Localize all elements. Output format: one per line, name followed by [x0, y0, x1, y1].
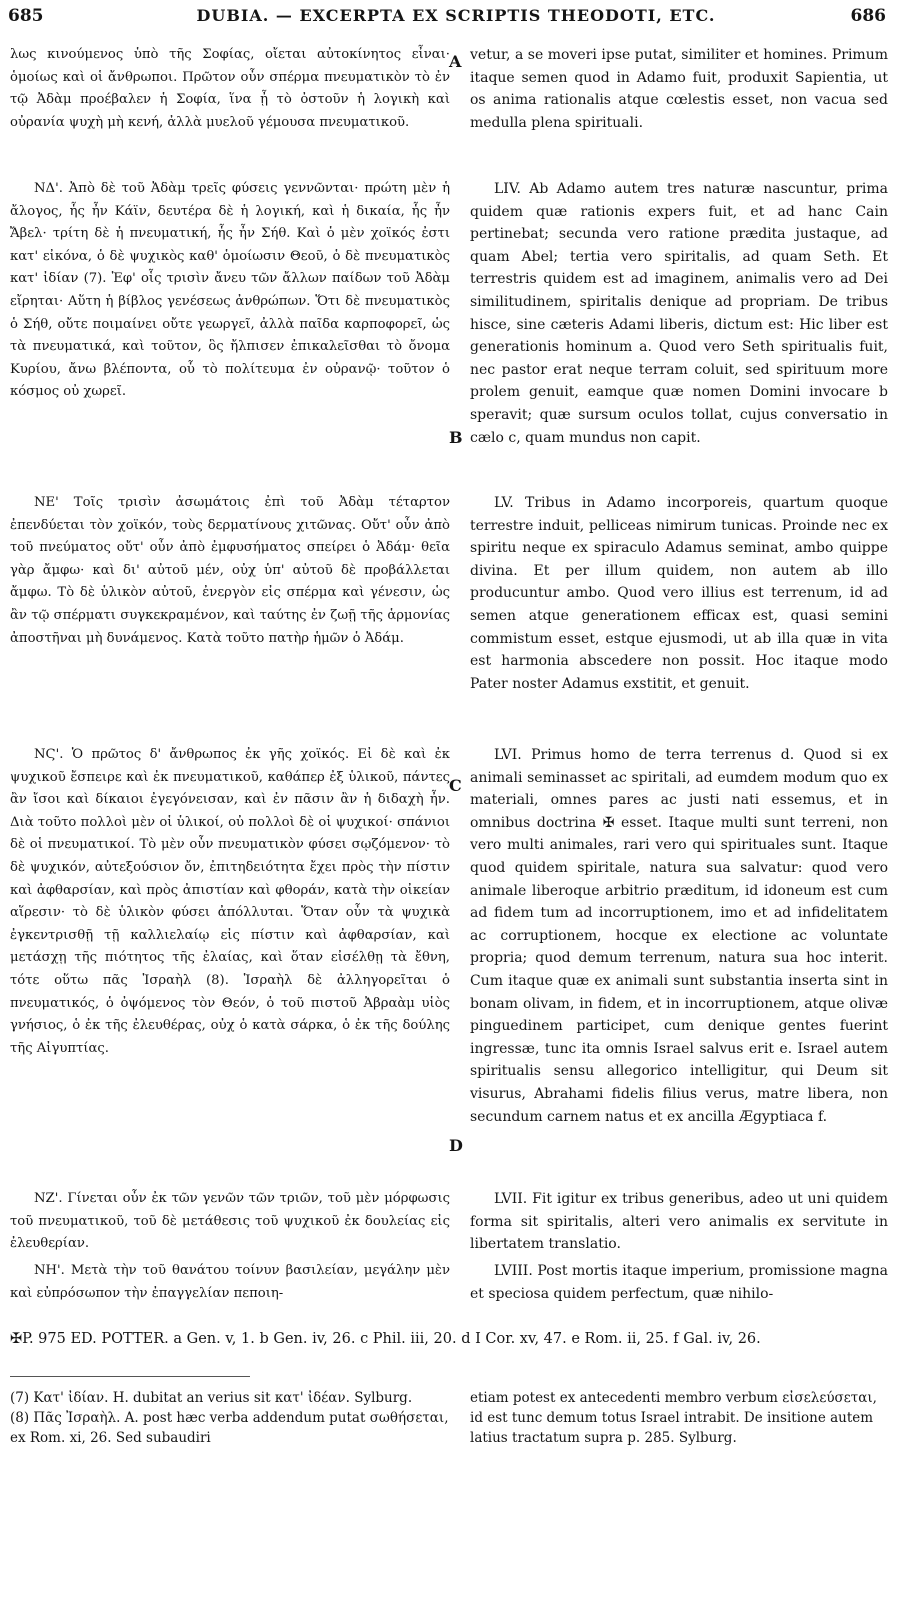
latin-para-58: LVIII. Post mortis itaque imperium, promissione magna et speciosa quidem perfectum, quæ nihilo- — [470, 1263, 888, 1302]
margin-letter-b: B — [449, 428, 463, 447]
footnote-8: (8) Πᾶς Ἰσραὴλ. A. post hæc verba addendum putat σωθήσεται, ex Rom. xi, 26. Sed subaudiri — [10, 1410, 449, 1446]
greek-para-55: ΝΕ' Τοῖς τρισὶν ἀσωμάτοις ἐπὶ τοῦ Ἀδὰμ τέταρτον ἐπενδύεται τὸν χοϊκόν, τοὺς δερματίνους χιτῶνας. Οὔτ' οὖν ἀπὸ τοῦ πνεύματος οὔτ' οὖν ἀπὸ ἐμφυσήματος σπείρει ὁ Ἀδάμ· θεῖα γὰρ ἄμφω· καὶ δι' αὐτοῦ μέν, οὐχ ὑπ' αὐτοῦ δὲ προβάλλεται ἄμφω. Τὸ δὲ ὑλικὸν αὐτοῦ, ἐνεργὸν εἰς σπέρμα καὶ γένεσιν, ὡς ἂν τῷ σπέρματι συγκεκραμένον, καὶ ταύτης ἐν ζωῇ τῆς ἁρμονίας ἀποστῆναι μὴ δυνάμενος. Κατὰ τοῦτο πατὴρ ἡμῶν ὁ Ἀδάμ. — [10, 495, 450, 646]
greek-para-56: ΝϚ'. Ὁ πρῶτος δ' ἄνθρωπος ἐκ γῆς χοϊκός. Εἰ δὲ καὶ ἐκ ψυχικοῦ ἔσπειρε καὶ ἐκ πνευματικοῦ, καθάπερ ἐξ ὑλικοῦ, πάντες ἂν ἴσοι καὶ δίκαιοι ἐγεγόνεισαν, καὶ ἐν πᾶσιν ἂν ἡ διδαχὴ ἦν. Διὰ τοῦτο πολλοὶ μὲν οἱ ὑλικοί, οὐ πολλοὶ δὲ οἱ ψυχικοί· σπάνιοι δὲ οἱ πνευματικοί. Τὸ μὲν οὖν πνευματικὸν φύσει σῳζόμενον· τὸ δὲ ψυχικόν, αὐτεξούσιον ὄν, ἐπιτηδειότητα ἔχει πρὸς τὴν πίστιν καὶ ἀφθαρσίαν, καὶ πρὸς ἀπιστίαν καὶ φθοράν, κατὰ τὴν οἰκείαν αἵρεσιν· τὸ δὲ ὑλικὸν φύσει ἀπόλλυται. Ὅταν οὖν τὰ ψυχικὰ ἐγκεντρισθῇ τῇ καλλιελαίῳ εἰς πίστιν καὶ ἀφθαρσίαν, καὶ μετάσχῃ τῆς πιότητος τῆς ἐλαίας, καὶ ὅταν εἰσέλθῃ τὰ ἔθνη, τότε οὕτω πᾶς Ἰσραὴλ (8). Ἰσραὴλ δὲ ἀλληγορεῖται ὁ πνευματικός, ὁ ὀψόμενος τὸν Θεόν, ὁ τοῦ πιστοῦ Ἀβραὰμ υἱὸς γνήσιος, ὁ ἐκ τῆς ἐλευθέρας, οὐχ ὁ κατὰ σάρκα, ὁ ἐκ τῆς δούλης τῆς Αἰγυπτίας. — [10, 747, 450, 1056]
margin-letter-c: C — [449, 776, 462, 795]
greek-para-54: ΝΔ'. Ἀπὸ δὲ τοῦ Ἀδὰμ τρεῖς φύσεις γεννῶνται· πρώτη μὲν ἡ ἄλογος, ἧς ἦν Κάϊν, δευτέρα δὲ ἡ λογική, καὶ ἡ δικαία, ἧς ἦν Ἄβελ· τρίτη δὲ ἡ πνευματική, ἧς ἦν Σήθ. Καὶ ὁ μὲν χοϊκός ἐστι κατ' εἰκόνα, ὁ δὲ ψυχικὸς καθ' ὁμοίωσιν Θεοῦ, ὁ δὲ πνευματικὸς κατ' ἰδίαν (7). Ἐφ' οἷς τρισὶν ἄνευ τῶν ἄλλων παίδων τοῦ Ἀδὰμ εἴρηται· Αὕτη ἡ βίβλος γενέσεως ἀνθρώπων. Ὅτι δὲ πνευματικὸς ὁ Σήθ, οὔτε ποιμαίνει οὔτε γεωργεῖ, ἀλλὰ παῖδα καρποφορεῖ, ὡς τὰ πνευματικά, καὶ τοῦτον, ὃς ἤλπισεν ἐπικαλεῖσθαι τὸ ὄνομα Κυρίου, ἄνω βλέποντα, οὗ τὸ πολίτευμα ἐν οὐρανῷ· τοῦτον ὁ κόσμος οὐ χωρεῖ. — [10, 181, 450, 400]
latin-para-57: LVII. Fit igitur ex tribus generibus, adeo ut uni quidem forma sit spiritalis, alteri vero animalis ex servitute in libertatem translatio. — [470, 1191, 888, 1253]
page-number-right: 686 — [850, 6, 886, 26]
footnote-8-cont: etiam potest ex antecedenti membro verbum εἰσελεύσεται, id est tunc demum totus Israel intrabit. De insitione autem latius tractatum supra p. 285. Sylburg. — [470, 1390, 877, 1446]
latin-para-intro: vetur, a se moveri ipse putat, similiter et homines. Primum itaque semen quod in Adamo fuit, produxit Sapientia, ut os anima rationalis atque cœlestis esset, non vacua sed medulla plena spirituali. — [470, 47, 888, 131]
footnote-7: (7) Κατ' ἰδίαν. H. dubitat an verius sit κατ' ἰδέαν. Sylburg. — [10, 1390, 413, 1406]
running-title: DUBIA. — EXCERPTA EX SCRIPTIS THEODOTI, ETC. — [196, 6, 716, 25]
page-number-left: 685 — [8, 6, 44, 26]
scripture-references: ✠P. 975 ED. POTTER. a Gen. v, 1. b Gen. iv, 26. c Phil. iii, 20. d I Cor. xv, 47. e Rom. ii, 25. f Gal. iv, 26. — [10, 1331, 761, 1347]
latin-para-54: LIV. Ab Adamo autem tres naturæ nascuntur, prima quidem quæ rationis expers fuit, et ad hanc Cain pertinebat; secunda vero ratione prædita justaque, ad quam Abel; tertia vero spiritalis, ad quam Seth. Et terrestris quidem est ad imaginem, animalis vero ad Dei similitudinem, spiritalis denique ad propriam. De tribus hisce, sine cæteris Adami liberis, dictum est: Hic liber est generationis hominum a. Quod vero Seth spiritualis fuit, nec pastor erat neque terram coluit, sed spirituum more prolem genuit, eamque quæ nomen Domini invocare b speravit; quæ sursum oculos tollat, cujus conversatio in cælo c, quam mundus non capit. — [470, 181, 888, 446]
greek-para-58: ΝΗ'. Μετὰ τὴν τοῦ θανάτου τοίνυν βασιλείαν, μεγάλην μὲν καὶ εὐπρόσωπον τὴν ἐπαγγελίαν πεποιη- — [10, 1263, 450, 1301]
footnote-rule — [10, 1376, 250, 1377]
footnotes-right — [470, 1388, 888, 1448]
footnotes-left — [10, 1388, 450, 1448]
greek-para-intro: λως κινούμενος ὑπὸ τῆς Σοφίας, οἴεται αὐτοκίνητος εἶναι· ὁμοίως καὶ οἱ ἄνθρωποι. Πρῶτον οὖν σπέρμα πνευματικὸν τὸ ἐν τῷ Ἀδὰμ προέβαλεν ἡ Σοφία, ἵνα ᾖ τὸ ὀστοῦν ἡ λογικὴ καὶ οὐρανία ψυχὴ μὴ κενή, ἀλλὰ μυελοῦ γέμουσα πνευματικοῦ. — [10, 47, 450, 130]
latin-para-55: LV. Tribus in Adamo incorporeis, quartum quoque terrestre induit, pelliceas nimirum tunicas. Proinde nec ex spiritu neque ex spiraculo Adamus seminat, ambo quippe divina. Et per illum quidem, non autem ab illo producuntur ambo. Quod vero illius est terrenum, id ad semen atque generationem efficax est, quasi semini commistum esset, estque ejusmodi, ut ab illa quæ in vita est harmonia abscedere non possit. Hoc itaque modo Pater noster Adamus exstitit, et genuit. — [470, 495, 888, 692]
latin-para-56: LVI. Primus homo de terra terrenus d. Quod si ex animali seminasset ac spiritali, ad eumdem modum quo ex materiali, omnes pares ac justi nati essemus, et in omnibus doctrina ✠ esset. Itaque multi sunt terreni, non vero multi animales, rari vero qui spirituales sunt. Itaque quod quidem spiritale, natura sua salvatur: quod vero animale liberoque arbitrio præditum, id idoneum est cum ad fidem tum ad incorruptionem, imo et ad infidelitatem ac corruptionem, hocque ex electione ac voluntate propria; quod demum terrenum, natura sua hoc interit. Cum itaque quæ ex animali sunt substantia inserta sint in bonam olivam, in fidem, et in incorruptionem, atque olivæ pinguedinem participet, cum denique gentes fuerint ingressæ, tunc ita omnis Israel salvus erit e. Israel autem spiritualis sensu allegorico intelligitur, qui Deum sit visurus, Abrahami fidelis filius verus, matre libera, non secundum carnem natus et ex ancilla Ægyptiaca f. — [470, 747, 888, 1125]
margin-letter-d: D — [449, 1136, 463, 1155]
greek-para-57: ΝΖ'. Γίνεται οὖν ἐκ τῶν γενῶν τῶν τριῶν, τοῦ μὲν μόρφωσις τοῦ πνευματικοῦ, τοῦ δὲ μετάθεσις τοῦ ψυχικοῦ ἐκ δουλείας εἰς ἐλευθερίαν. — [10, 1191, 450, 1252]
margin-letter-a: A — [449, 52, 462, 71]
